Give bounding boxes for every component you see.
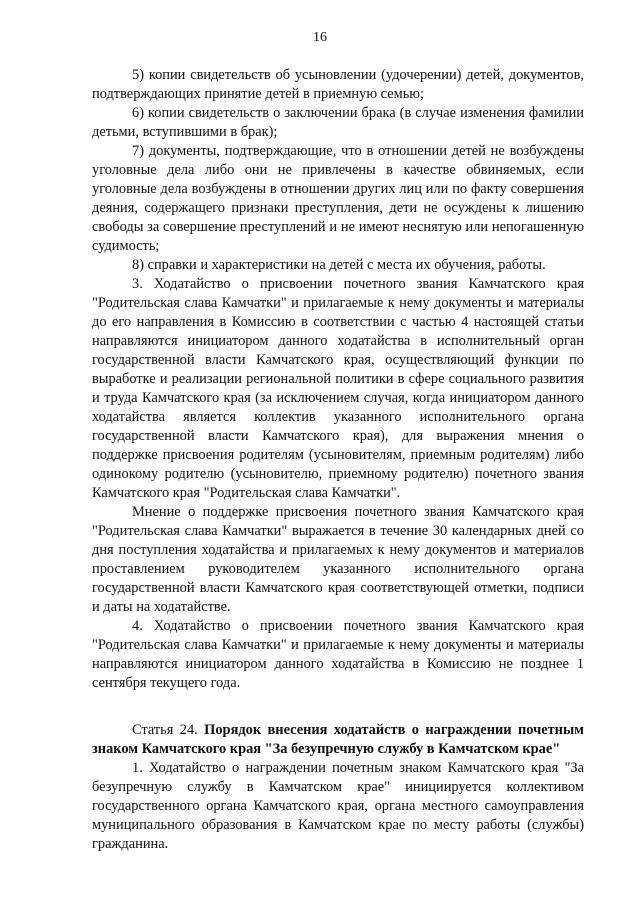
paragraph-item-6: 6) копии свидетельств о заключении брака (в случае изменения фамилии детьми, вступившими в брак); bbox=[92, 105, 584, 140]
article-heading bbox=[92, 721, 584, 759]
paragraph-item-7: 7) документы, подтверждающие, что в отношении детей не возбуждены уголовные дела либо они не привлечены в качестве обвиняемых, если уголовные дела возбуждены в отношении других лиц или по факту совершения деяния, содержащего признаки преступления, дети не осуждены к лишению свободы за совершение преступлений и не имеют неснятую или непогашенную судимость; bbox=[92, 143, 584, 254]
paragraph-article-24-part-1: 1. Ходатайство о награждении почетным знаком Камчатского края "За безупречную службу в Камчатском крае" инициируется коллективом государственного органа Камчатского края, органа местного самоуправления муниципального образования в Камчатском крае по месту работы (службы) гражданина. bbox=[92, 760, 584, 852]
paragraph-part-4: 4. Ходатайство о присвоении почетного звания Камчатского края "Родительская слава Камчатки" и прилагаемые к нему документы и материалы направляются инициатором данного ходатайства в Комиссию не позднее 1 сентября текущего года. bbox=[92, 618, 584, 691]
page-number: 16 bbox=[313, 30, 327, 45]
paragraph-item-8: 8) справки и характеристики на детей с места их обучения, работы. bbox=[132, 257, 546, 273]
paragraph-item-5: 5) копии свидетельств об усыновлении (удочерении) детей, документов, подтверждающих принятие детей в приемную семью; bbox=[92, 67, 584, 102]
article-title: Порядок внесения ходатайств о награждении почетным знаком Камчатского края "За безупречную службу в Камчатском крае" bbox=[92, 722, 584, 757]
section-gap bbox=[92, 693, 584, 721]
paragraph-opinion: Мнение о поддержке присвоения почетного звания Камчатского края "Родительская слава Камчатки" выражается в течение 30 календарных дней со дня поступления ходатайства и прилагаемых к нему документов и материалов проставлением руководителем указанного исполнительного органа государственной власти Камчатского края соответствующей отметки, подписи и даты на ходатайстве. bbox=[92, 504, 584, 615]
paragraph-part-3: 3. Ходатайство о присвоении почетного звания Камчатского края "Родительская слава Камчатки" и прилагаемые к нему документы и материалы до его направления в Комиссию в соответствии с частью 4 настоящей статьи направляются инициатором данного ходатайства в исполнительный орган государственной власти Камчатского края, осуществляющий функции по выработке и реализации региональной политики в сфере социального развития и труда Камчатского края (за исключением случая, когда инициатором данного ходатайства является коллектив указанного исполнительного органа государственной власти Камчатского края), для выражения мнения о поддержке присвоения родителям (усыновителям, приемным родителям) либо одинокому родителю (усыновителю, приемному родителю) почетного звания Камчатского края "Родительская слава Камчатки". bbox=[92, 276, 584, 501]
document-body bbox=[92, 66, 584, 854]
article-number: Статья 24. bbox=[132, 722, 198, 738]
